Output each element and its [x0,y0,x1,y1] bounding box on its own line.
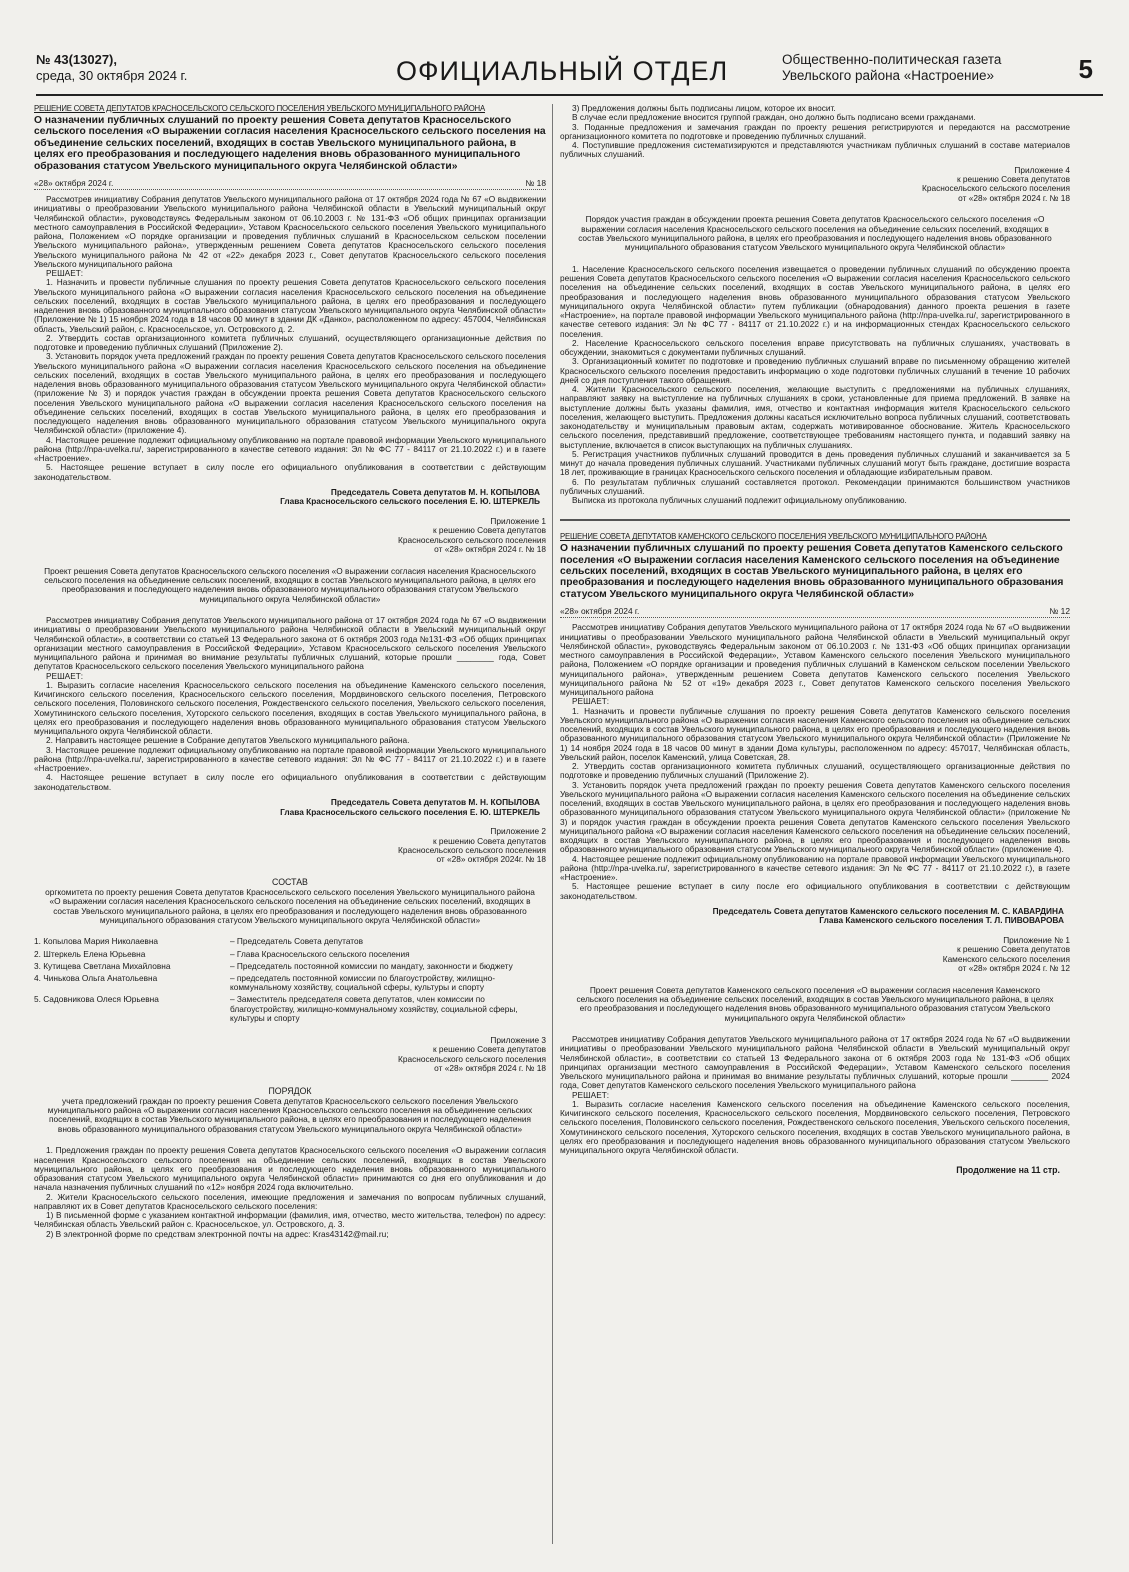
annex-line: Приложение 1 [490,515,546,526]
paragraph: 1. Назначить и провести публичные слушания по проекту решения Совета депутатов Красносельского сельского поселения Увельского муниципального района «О выражении согласия населения Красносельского сельского поселения на объединение сельских поселений, входящих в состав Увельского муниципального района, в целях его преобразования и последующего наделения вновь образованного муниципального образования статусом Увельского муниципального округа Челябинской области» (Приложение № 1) 15 ноября 2024 года в 18 часов 00 минут в здании ДК «Данко», расположенном по адресу: 457004, Челябинская область, Увельский район, с. Красносельское, ул. Островского д. 2. [34,277,546,334]
annex-line: Красносельского сельского поселения [398,844,546,855]
annex-line: к решению Совета депутатов [432,835,546,846]
signature-line: Глава Каменского сельского поселения Т. Л. ПИВОВАРОВА [819,915,1064,926]
member-name: 1. Копылова Мария Николаевна [34,936,159,947]
publication-line-1: Общественно-политическая газета [782,52,1002,67]
paragraph: 3. Поданные предложения и замечания граждан по проекту решения регистрируются и передаются на рассмотрение организационного комитета по подготовке и проведению публичных слушаний. [560,121,1070,141]
annex-line: Приложение 3 [490,1035,546,1046]
paragraph: 2. Направить настоящее решение в Собрание депутатов Увельского муниципального района. [46,735,410,746]
paragraph: 1. Выразить согласие населения Красносельского сельского поселения на объединение Каменского сельского поселения, Кичигинского сельского поселения, Красносельского сельского поселения, Мордвиновского сельского поселения, Петровского сельского поселения, Половинского сельского поселения, Рождественского сельского поселения, Увельского сельского поселения, Хомутининского сельского поселения, Хуторского сельского поселения, входящих в состав Увельского муниципального района, в целях его преобразования и последующего наделения вновь образованного муниципального образования статусом Увельского муниципального округа Челябинской области. [34,679,546,737]
table-row [34,974,546,995]
issue-info [36,52,187,84]
resolves-label: РЕШАЕТ: [46,268,84,279]
paragraph: 4. Поступившие предложения систематизируются и представляются участникам публичных слушаний в составе материалов публичных слушаний. [560,140,1070,160]
signature-line: Глава Красносельского сельского поселения Е. Ю. ШТЕРКЕЛЬ [280,806,540,817]
article-kicker: РЕШЕНИЕ СОВЕТА ДЕПУТАТОВ КАМЕНСКОГО СЕЛЬСКОГО ПОСЕЛЕНИЯ УВЕЛЬСКОГО МУНИЦИПАЛЬНОГО РАЙОНА [560,532,987,542]
paragraph: Рассмотрев инициативу Собрания депутатов Увельского муниципального района от 17 октября 2024 года № 67 «О выдвижении инициативы о преобразовании Увельского муниципального района Челябинской области в Увельский муниципальный округ Челябинской области», руководствуясь Федеральным законом от 06.10.2003 г. № 131-ФЗ «Об общих принципах организации местного самоуправления в Российской Федерации», Уставом Каменского сельского поселения Увельского муниципального района, Положением «О порядке организации и проведения публичных слушаний в Каменском сельском поселении Увельского муниципального района», утвержденным решением Совета депутатов Каменского сельского поселения Увельского муниципального района № 52 от «19» декабря 2023 г., Совет депутатов Каменского сельского поселения Увельского муниципального района [560,622,1070,698]
decision-dateline [560,606,1070,618]
signature-line: Председатель Совета депутатов Каменского сельского поселения М. С. КАВАРДИНА [712,905,1064,916]
continued-note: Продолжение на 11 стр. [956,1165,1060,1176]
committee-members-table [34,937,546,1026]
table-row [34,995,546,1026]
annex-line: Красносельского сельского поселения [398,534,546,545]
paragraph: 1) В письменной форме с указанием контактной информации (фамилия, имя, отчество, место жительства, телефон) по адресу: Челябинская область Увельский район с. Красносельское, ул. Островского, д. 3. [34,1210,546,1230]
member-role: – Заместитель председателя совета депутатов, член комиссии по благоустройству, жилищно-коммунальному хозяйству, социальной сферы, культуры и спорту [230,994,518,1023]
page-number: 5 [1078,54,1093,84]
paragraph: 1. Предложения граждан по проекту решения Совета депутатов Красносельского сельского поселения «О выражении согласия населения Красносельского сельского поселения на объединение сельских поселений, входящих в состав Увельского муниципального района, в целях его преобразования и последующего наделения вновь образованного муниципального образования статусом Увельского муниципального округа Челябинской области» принимаются со дня его опубликования и до начала назначения публичных слушаний по «12» ноября 2024 года включительно. [34,1145,546,1193]
project-title: Проект решения Совета депутатов Красносельского сельского поселения «О выражении согласия населения Красносельского сельского поселения на объединение сельских поселений, входящих в состав Увельского муниципального района, в целях его преобразования и последующего наделения вновь образованного муниципального образования статусом Увельского муниципального округа Челябинской области» [44,565,536,604]
annex-header [34,517,546,555]
annex-line: от «28» октября 2024 г. № 18 [434,544,546,555]
annex-line: Каменского сельского поселения [942,953,1070,964]
member-name: 3. Кутищева Светлана Михайловна [34,960,171,971]
table-row [34,937,546,949]
paragraph: 4. Настоящее решение подлежит официальному опубликованию на портале правовой информации Увельского муниципального района (http://npa-uvelka.ru/, зарегистрированного в качестве сетевого издания: Эл № ФС 77 - 84117 от 21.10.2022 г.), в газете «Настроение». [560,853,1070,883]
table-row [34,950,546,962]
article-headline: О назначении публичных слушаний по проекту решения Совета депутатов Красносельского сельского поселения «О выражении согласия населения Красносельского сельского поселения на объединение сельских поселений, входящих в состав Увельского муниципального района, в целях его преобразования и последующего наделения вновь образованного муниципального образования статусом Увельского муниципального округа Челябинской области» [34,115,546,172]
masthead [36,48,1103,96]
decision-dateline [34,178,546,190]
order-subtitle: учета предложений граждан по проекту решения Совета депутатов Красносельского сельского поселения Увельского муниципального района «О выражении согласия населения Красносельского сельского поселения на объединение сельских поселений, входящих в состав Увельского муниципального района, в целях его преобразования и последующего наделения вновь образованного муниципального образования статусом Увельского муниципального округа Челябинской области» [47,1095,533,1134]
annex-line: Приложение 4 [1014,164,1070,175]
paragraph: 3. Установить порядок учета предложений граждан по проекту решения Совета депутатов Каменского сельского поселения Увельского муниципального района «О выражении согласия населения Каменского сельского поселения на объединение сельских поселений, входящих в состав Увельского муниципального района, в целях его преобразования и последующего наделения вновь образованного муниципального образования статусом Увельского муниципального округа Челябинской области» (приложение № 3) и порядок участия граждан в обсуждении проекта решения Совета депутатов Каменского сельского поселения Увельского муниципального района «О выражении согласия населения Каменского сельского поселения на объединение сельских поселений, входящих в состав Увельского муниципального района, в целях его преобразования и последующего наделения вновь образованного муниципального образования статусом Увельского муниципального округа Челябинской области» (приложение 4). [560,779,1070,855]
resolves-label: РЕШАЕТ: [572,696,610,707]
annex-line: от «28» октября 2024 г. № 18 [958,192,1070,203]
signature-block [34,488,546,507]
article-separator [560,519,1070,522]
paragraph: 2. Жители Красносельского сельского поселения, имеющие предложения и замечания по вопросам публичных слушаний, направляют их в Совет депутатов Красносельского сельского поселения: [34,1191,546,1211]
publication-line-2: Увельского района «Настроение» [782,68,995,83]
right-column [560,104,1070,1544]
annex-line: Красносельского сельского поселения [922,183,1070,194]
paragraph: В случае если предложение вносится группой граждан, оно должно быть подписано всеми гражданами. [572,112,976,123]
annex-header [34,1036,546,1074]
signature-line: Глава Красносельского сельского поселения Е. Ю. ШТЕРКЕЛЬ [280,496,540,507]
composition-title: СОСТАВ [272,876,308,887]
paragraph: Рассмотрев инициативу Собрания депутатов Увельского муниципального района от 17 октября 2024 года № 67 «О выдвижении инициативы о преобразовании Увельского муниципального района Челябинской области в Увельский муниципальный округ Челябинской области», в соответствии со статьей 13 Федерального закона от 6 октября 2003 года №131-ФЗ «Об общих принципах организации местного самоуправления в Российской Федерации», Уставом Красносельского сельского поселения Увельского муниципального района и принимая во внимание результаты публичных слушаний, которые прошли ________ года, Совет депутатов Красносельского сельского поселения Увельского муниципального района [34,615,546,672]
issue-date: среда, 30 октября 2024 г. [36,68,188,83]
annex-line: Приложение № 1 [1003,934,1070,945]
member-name: 5. Садовникова Олеся Юрьевна [34,994,159,1005]
member-name: 4. Чинькова Ольга Анатольевна [34,973,158,984]
paragraph: 2. Население Красносельского сельского поселения вправе присутствовать на публичных слушаниях, участвовать в обсуждении, знакомиться с документами публичных слушаний. [560,337,1070,357]
signature-line: Председатель Совета депутатов М. Н. КОПЫЛОВА [330,796,540,807]
annex-line: к решению Совета депутатов [432,525,546,536]
article-kicker: РЕШЕНИЕ СОВЕТА ДЕПУТАТОВ КРАСНОСЕЛЬСКОГО СЕЛЬСКОГО ПОСЕЛЕНИЯ УВЕЛЬСКОГО МУНИЦИПАЛЬНОГО РАЙОНА [34,104,485,113]
annex-line: Приложение 2 [490,826,546,837]
signature-block [34,798,546,817]
decision-number: № 12 [1049,606,1070,617]
annex-line: к решению Совета депутатов [956,944,1070,955]
annex-line: от «28» октября 2024 г. № 18 [434,1063,546,1074]
decision-date: «28» октября 2024 г. [560,606,640,617]
member-role: – Глава Красносельского сельского поселения [230,948,410,959]
composition-subtitle: оргкомитета по проекту решения Совета депутатов Красносельского сельского поселения Увельского муниципального района «О выражении согласия населения Красносельского сельского поселения на объединение сельских поселений, входящих в состав Увельского муниципального района, в целях его преобразования и последующего наделения вновь образованного муниципального образования статусом Увельского муниципального округа Челябинской области» [45,886,535,925]
left-column [34,104,546,1544]
paragraph: 4. Жители Красносельского сельского поселения, желающие выступить с предложениями на публичных слушаниях, направляют заявку на выступление на публичных слушаниях в сроки, установленные для приема предложений. В заявке на выступление должны быть указаны фамилия, имя, отчество и контактная информация жителя Красносельского сельского поселения, желающего выступить. Предложения должны касаться исключительно вопроса публичных слушаний, соответствовать законодательству и муниципальным правовым актам, содержать мотивированное обоснование. Житель Красносельского сельского поселения, представивший предложение, соответствующее требованиям настоящего пункта, и подавший заявку на выступление, включается в список выступающих на публичных слушаниях. [560,384,1070,450]
paragraph: 3. Организационный комитет по подготовке и проведению публичных слушаний вправе по письменному обращению жителей Красносельского сельского поселения предоставить информацию о ходе подготовки публичных слушаний в течение 10 рабочих дней со дня поступления такого обращения. [560,356,1070,385]
paragraph: 3. Установить порядок учета предложений граждан по проекту решения Совета депутатов Красносельского сельского поселения Увельского муниципального района «О выражении согласия населения Красносельского сельского поселения на объединение сельских поселений, входящих в состав Увельского муниципального района, в целях его преобразования и последующего наделения вновь образованного муниципального образования статусом Увельского муниципального округа Челябинской области» (приложение № 3) и порядок участия граждан в обсуждении проекта решения Совета депутатов Красносельского сельского поселения Увельского муниципального района «О выражении согласия населения Красносельского сельского поселения на объединение сельских поселений, входящих в состав Увельского муниципального района, в целях его преобразования и последующего наделения вновь образованного муниципального образования статусом Увельского муниципального округа Челябинской области» (приложение 4). [34,351,546,436]
order-title: ПОРЯДОК [268,1085,312,1096]
signature-block [560,907,1070,926]
paragraph: 1. Население Красносельского сельского поселения извещается о проведении публичных слушаний по обсуждению проекта решения Совета депутатов Красносельского сельского поселения «О выражении согласия населения Красносельского сельского поселения на объединение сельских поселений, входящих в состав Увельского муниципального района, в целях его преобразования и последующего наделения вновь образованного муниципального образования статусом Увельского муниципального округа Челябинской области» путем публикации (обнародования) данного проекта решения в газете «Настроение», на портале правовой информации Увельского муниципального района (http://npa-uvelka.ru/, зарегистрированного в качестве сетевого издания: Эл № ФС 77 - 84117 от 21.10.2022 г.) и на информационных стендах Красносельского сельского поселения. [560,263,1070,339]
paragraph: 1. Выразить согласие населения Каменского сельского поселения на объединение Каменского сельского поселения, Кичигинского сельского поселения, Красносельского сельского поселения, Мордвиновского сельского поселения, Петровского сельского поселения, Половинского сельского поселения, Рождественского сельского поселения, Увельского сельского поселения, Хомутининского сельского поселения, Хуторского сельского поселения, входящих в состав Увельского муниципального района, в целях его преобразования и последующего наделения вновь образованного муниципального образования статусом Увельского муниципального округа Челябинской области. [560,1098,1070,1156]
paragraph: 5. Настоящее решение вступает в силу после его официального опубликования в соответствии с действующим законодательством. [34,462,546,482]
paragraph: Рассмотрев инициативу Собрания депутатов Увельского муниципального района от 17 октября 2024 года № 67 «О выдвижении инициативы о преобразовании Увельского муниципального района Челябинской области в Увельский муниципальный округ Челябинской области», руководствуясь Федеральным законом от 06.10.2003 г. № 131-ФЗ «Об общих принципах организации местного самоуправления в Российской Федерации», Уставом Красносельского сельского поселения Увельского муниципального района, Положением «О порядке организации и проведения публичных слушаний в Красносельском сельском поселении Увельского муниципального района», утвержденным решением Совета депутатов Красносельского сельского поселения Увельского муниципального района № 42 от «22» декабря 2023 г., Совет депутатов Красносельского сельского поселения Увельского муниципального района [34,194,546,269]
paragraph: 6. По результатам публичных слушаний составляется протокол. Рекомендации принимаются большинством участников публичных слушаний. [560,476,1070,496]
annex-line: от «28» октября 2024 г. № 12 [958,963,1070,974]
section-title: ОФИЦИАЛЬНЫЙ ОТДЕЛ [396,56,729,86]
article-headline: О назначении публичных слушаний по проекту решения Совета депутатов Каменского сельского поселения «О выражении согласия населения Каменского сельского поселения на объединение сельских поселений, входящих в состав Увельского муниципального района, в целях его преобразования и последующего наделения вновь образованного муниципального образования статусом Увельского муниципального округа Челябинской области» [560,543,1064,600]
annex-header [560,936,1070,974]
paragraph: 5. Настоящее решение вступает в силу после его официального опубликования в соответствии с действующим законодательством. [560,881,1070,901]
paragraph: 1. Назначить и провести публичные слушания по проекту решения Совета депутатов Каменского сельского поселения Увельского муниципального района «О выражении согласия населения Каменского сельского поселения на объединение сельских поселений, входящих в состав Увельского муниципального района, в целях его преобразования и последующего наделения вновь образованного муниципального образования статусом Увельского муниципального округа Челябинской области» (Приложение № 1) 14 ноября 2024 года в 18 часов 00 минут в здании Дома культуры, расположенном по адресу: 457017, Челябинская область, Увельский район, поселок Каменский, улица Советская, 28. [560,705,1070,762]
paragraph: Рассмотрев инициативу Собрания депутатов Увельского муниципального района от 17 октября 2024 года № 67 «О выдвижении инициативы о преобразовании Увельского муниципального района Челябинской области в Увельский муниципальный округ Челябинской области», в соответствии со статьей 13 Федерального закона от 6 октября 2003 года № 131-ФЗ «Об общих принципах организации местного самоуправления в Российской Федерации», Уставом Каменского сельского поселения Увельского муниципального района и принимая во внимание результаты публичных слушаний, которые прошли ________ 2024 года, Совет депутатов Каменского сельского поселения Увельского муниципального района [560,1034,1070,1091]
paragraph: 4. Настоящее решение вступает в силу после его официального опубликования в соответствии с действующим законодательством. [34,772,546,792]
resolves-label: РЕШАЕТ: [572,1089,610,1100]
member-role: – Председатель постоянной комиссии по мандату, законности и бюджету [230,960,513,971]
member-role: – председатель постоянной комиссии по благоустройству, жилищно-коммунальному хозяйству, социальной сферы, культуры и спорту [230,973,496,993]
decision-date: «28» октября 2024 г. [34,178,114,189]
paragraph: 3. Настоящее решение подлежит официальному опубликованию на портале правовой информации Увельского муниципального района (http://npa-uvelka.ru/, зарегистрированного в качестве сетевого издания: Эл № ФС 77 - 84117 от 21.10.2022 г.) и в газете «Настроение». [34,744,546,774]
paragraph: 2) В электронной форме по средствам электронной почты на адрес: Kras43142@mail.ru; [46,1228,389,1239]
signature-line: Председатель Совета депутатов М. Н. КОПЫЛОВА [330,486,540,497]
annex-line: к решению Совета депутатов [956,173,1070,184]
decision-number: № 18 [525,178,546,189]
publication-name [782,52,1001,84]
issue-number: № 43(13027), [36,52,117,67]
paragraph: 2. Утвердить состав организационного комитета публичных слушаний, осуществляющего организационные действия по подготовке и проведению публичных слушаний (Приложение 2). [560,761,1070,781]
resolves-label: РЕШАЕТ: [46,670,84,681]
paragraph: Выписка из протокола публичных слушаний подлежит официальному опубликованию. [572,495,907,505]
participation-title: Порядок участия граждан в обсуждении проекта решения Совета депутатов Красносельского сельского поселения «О выражении согласия населения Красносельского сельского поселения на объединение сельских поселений, входящих в состав Увельского муниципального района, в целях его преобразования и последующего наделения вновь образованного муниципального образования статусом Увельского муниципального округа Челябинской области» [578,214,1052,253]
annex-header [34,827,546,865]
paragraph: 3) Предложения должны быть подписаны лицом, которое их вносит. [572,104,836,113]
annex-header [560,166,1070,204]
member-role: – Председатель Совета депутатов [230,936,363,947]
annex-line: от «28» октября 2024г. № 18 [436,854,546,865]
member-name: 2. Штеркель Елена Юрьевна [34,948,146,959]
annex-line: Красносельского сельского поселения [398,1053,546,1064]
annex-line: к решению Совета депутатов [432,1044,546,1055]
column-divider [552,104,553,1544]
paragraph: 4. Настоящее решение подлежит официальному опубликованию на портале правовой информации Увельского муниципального района (http://npa-uvelka.ru/, зарегистрированного в качестве сетевого издания: Эл № ФС 77 - 84117 от 21.10.2022 г.) и в газете «Настроение». [34,434,546,464]
paragraph: 2. Утвердить состав организационного комитета публичных слушаний, осуществляющего организационные действия по подготовке и проведению публичных слушаний (Приложение 2). [34,332,546,353]
paragraph: 5. Регистрация участников публичных слушаний проводится в день проведения публичных слушаний и заканчивается за 5 минут до начала проведения публичных слушаний. Участниками публичных слушаний могут быть граждане, достигшие возраста 18 лет, проживающие в границах Красносельского сельского поселения и обладающие избирательным правом. [560,448,1070,478]
project-title: Проект решения Совета депутатов Каменского сельского поселения «О выражении согласия населения Каменского сельского поселения на объединение сельских поселений, входящих в состав Увельского муниципального района, в целях его преобразования и последующего наделения вновь образованного муниципального образования статусом Увельского муниципального округа Челябинской области» [576,984,1054,1023]
